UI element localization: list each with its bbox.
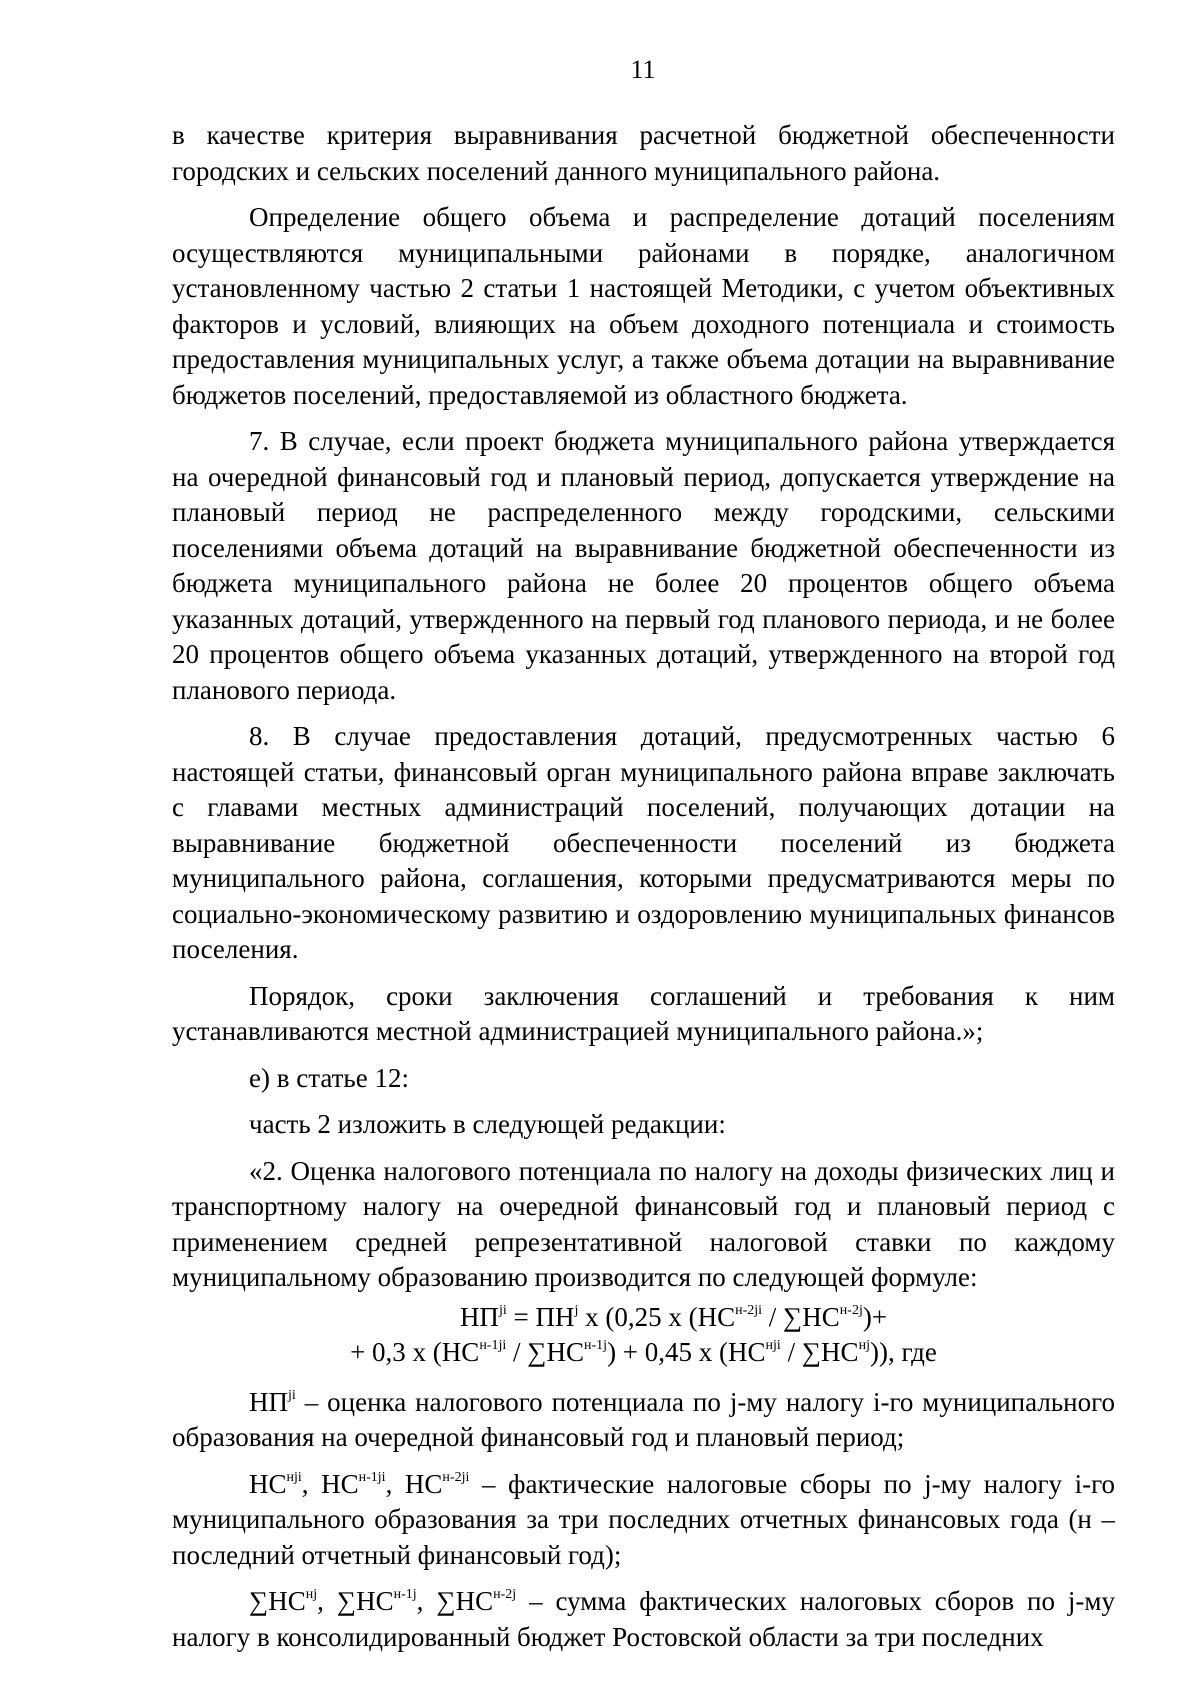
paragraph: Определение общего объема и распределение дотаций поселениям осуществляются муниципальными районами в порядке, аналогичном установленному частью 2 статьи 1 настоящей Методики, с учетом объективных факторов и условий, влияющих на объем доходного потенциала и стоимость предоставления муниципальных услуг, а также объема дотации на выравнивание бюджетов поселений, предоставляемой из областного бюджета. [172, 202, 1115, 410]
paragraph-quoted-part-2: «2. Оценка налогового потенциала по налогу на доходы физических лиц и транспортному налогу на очередной финансовый год и плановый период с применением средней репрезентативной налоговой ставки по каждому муниципальному образованию производится по следующей формуле: [172, 1155, 1115, 1292]
document-body [172, 118, 1115, 1666]
formula-line-2: + 0,3 x $(НС^{н-1ji} / \sum НС^{н-1j}) + 0,45$ x $(НС^{нji} / \sum НС^{нj})$), где [350, 1337, 937, 1367]
paragraph-subitem: е) в статье 12: [249, 1062, 409, 1093]
paragraph: часть 2 изложить в следующей редакции: [249, 1109, 726, 1139]
paragraph-item-7: 7. В случае, если проект бюджета муниципального района утверждается на очередной финансовый год и плановый период, допускается утверждение на плановый период не распределенного между городскими, сельскими поселениями объема дотаций на выравнивание бюджетной обеспеченности из бюджета муниципального района не более 20 процентов общего объема указанных дотаций, утвержденного на первый год планового периода, и не более 20 процентов общего объема указанных дотаций, утвержденного на второй год планового периода. [172, 426, 1115, 705]
definition-sum-nc: $\sum НС^{нj}$, $\sum НС^{н-1j}$, $\sum НС^{н-2j}$ – сумма фактических налоговых сборов по j-му налогу в консолидированный бюджет Ростовской области за три последних [172, 1586, 1115, 1652]
paragraph-item-8: 8. В случае предоставления дотаций, предусмотренных частью 6 настоящей статьи, финансовый орган муниципального района вправе заключать с главами местных администраций поселений, получающих дотации на выравнивание бюджетной обеспеченности поселений из бюджета муниципального района, соглашения, которыми предусматриваются меры по социально-экономическому развитию и оздоровлению муниципальных финансов поселения. [172, 721, 1115, 964]
paragraph: в качестве критерия выравнивания расчетной бюджетной обеспеченности городских и сельских поселений данного муниципального района. [172, 120, 1115, 186]
formula-line-1: $НП^{ji} = ПН^j$ x (0,25 x $(НС^{н-2ji} / \sum НС^{н-2j})+$ [459, 1301, 888, 1332]
definition-nc: $НС^{нji}$, $НС^{н-1ji}$, $НС^{н-2ji}$ – фактические налоговые сборы по j-му налогу i-го муниципального образования за три последних отчетных финансовых года (н – последний отчетный финансовый год); [172, 1468, 1115, 1570]
definition-np: $НП^{ji}$ – оценка налогового потенциала по j-му налогу i-го муниципального образования на очередной финансовый год и плановый период; [172, 1386, 1115, 1452]
page-number: 11 [630, 55, 656, 84]
paragraph: Порядок, сроки заключения соглашений и требования к ним устанавливаются местной администрацией муниципального района.»; [172, 980, 1115, 1046]
